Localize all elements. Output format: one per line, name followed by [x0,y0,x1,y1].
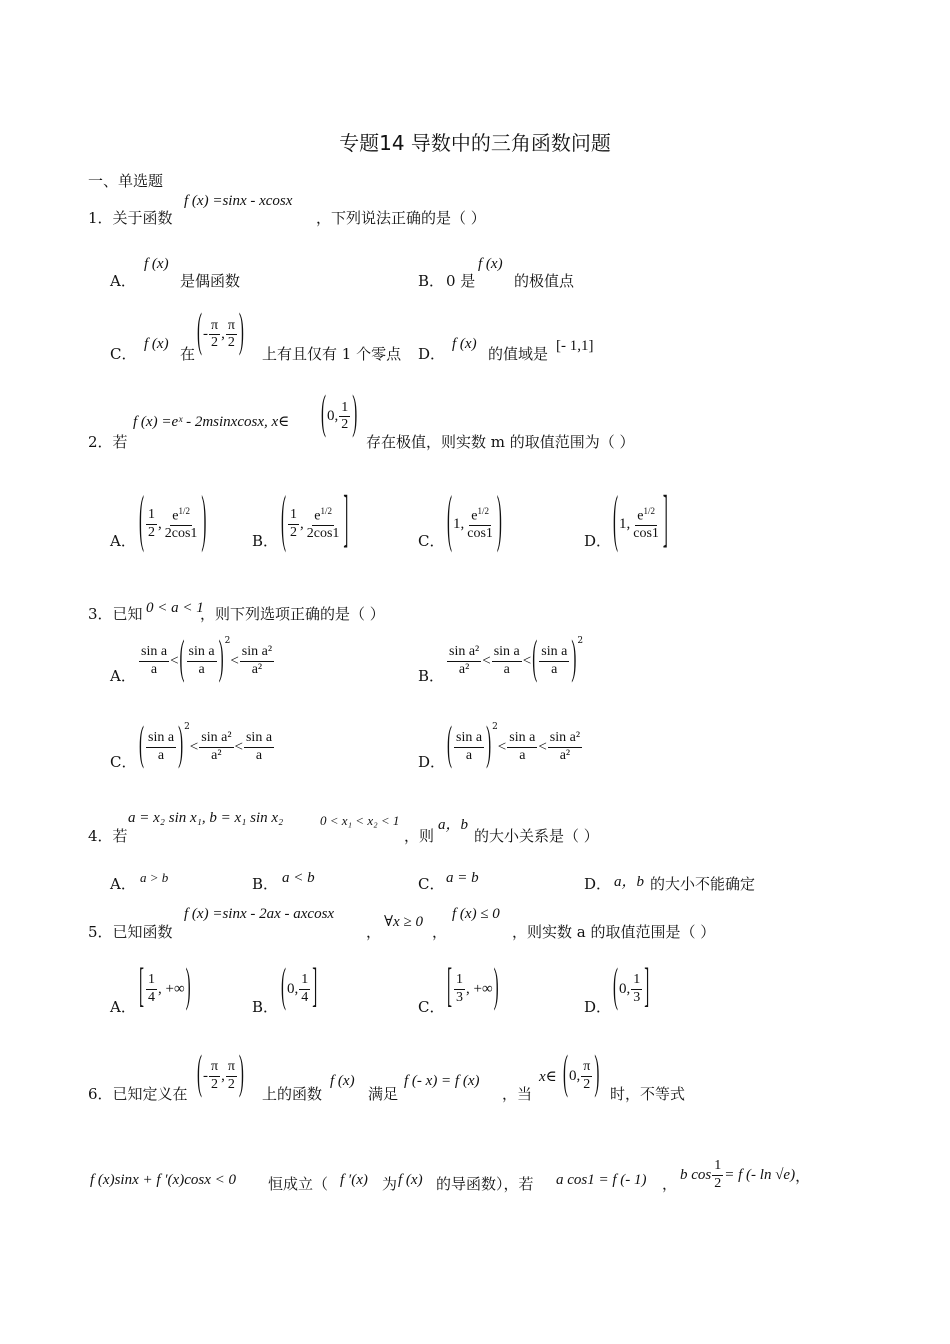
q3-option-a-expr [138,633,275,686]
q5-option-a-label: A． [110,998,136,1016]
q1-option-c-label: C． [110,345,137,363]
frac-den: 2cos1 [164,525,198,541]
q6-a-def: a cos1 = f (- 1) [556,1172,647,1188]
paren-close: ) [238,1048,244,1100]
frac-den: 2 [227,335,235,351]
frac-num: sin a [492,644,522,661]
frac-num: π [226,318,237,335]
page-title: 专题14 导数中的三角函数问题 [339,131,611,155]
frac-num [469,506,491,526]
q6-xin-lo: 0, [569,1067,581,1084]
q6-text-deriv: 的导函数），若 [436,1175,534,1193]
frac-num: sin a² [548,730,582,747]
q3-option-b-label: B． [418,667,445,685]
frac-num: 1 [146,972,157,989]
q1-expression: f (x) =sinx - xcosx [184,193,293,209]
q2-option-c-interval [446,488,503,560]
q4-option-a-expr: a > b [140,870,169,885]
q4-option-a-label: A． [110,875,136,893]
frac-sina-a [187,644,217,677]
paren-close: ) [496,488,502,556]
q2-c-hi [465,506,495,542]
exponent: 1/2 [477,506,489,517]
frac-den: 2 [148,524,155,540]
frac-den: a² [458,661,470,677]
q5-comma1: ， [366,923,382,941]
frac-den: cos1 [467,525,493,541]
q6-domain [196,1048,245,1100]
q6-inequality: f (x)sinx + f ′(x)cosx < 0 [90,1172,236,1188]
comma: , [221,1067,225,1084]
q5-b-hi [299,972,310,1005]
q3-option-d-label: D． [418,753,446,771]
paren-close: ] [644,961,650,1013]
q6-b-rhs: = f (- ln √e) [724,1166,796,1183]
section-heading: 一、单选题 [88,172,164,190]
frac-num: π [226,1059,237,1076]
paren-open: ( [321,389,326,441]
frac-sina-a [507,730,537,763]
q5-expression: f (x) =sinx - 2ax - axcosx [184,906,335,922]
q4-ab: a，b [438,817,469,833]
q1-number: 1．关于函数 [88,209,173,227]
base: e [314,508,321,524]
q5-b-lo: 0, [287,980,299,997]
q6-text-is: 为 [382,1175,398,1193]
q2-int-lo: 0, [327,408,339,425]
frac-den: a [157,747,165,763]
lt-sign: < [522,652,532,669]
frac-sina2-a2 [199,730,233,763]
paren-open: ( [179,633,185,685]
q5-number: 5．已知函数 [88,923,173,941]
square-exp: 2 [492,722,498,732]
frac-num: 1 [712,1158,723,1175]
q3-stem-tail: ，则下列选项正确的是（ ） [200,605,385,623]
q6-b-def [680,1150,810,1200]
q2-int-frac [339,400,350,433]
q5-d-hi [631,972,642,1005]
frac-num [170,506,192,526]
q1-c-frac1 [209,318,220,351]
q2-a-lo [146,507,157,540]
q1-option-b-expr: f (x) [478,256,503,272]
q4-option-c-expr: a = b [446,870,479,886]
q6-xin-frac [581,1059,592,1092]
paren-close: ) [238,307,244,359]
q1-option-c-mid: 在 [180,345,196,363]
lt-sign: < [538,738,547,755]
q6-bcos: b cos [680,1166,712,1183]
q5-a-hi: , +∞ [158,980,185,997]
q6-mid1: 上的函数 [262,1085,323,1103]
q4-option-d-expr: a，b [614,874,645,890]
frac-den: 3 [633,989,641,1005]
frac-sina-a [146,730,176,763]
frac-num: π [209,318,220,335]
paren-open: ( [197,307,202,359]
paren-close: ) [571,633,577,685]
paren-open: [ [139,961,144,1013]
q6-dom-frac2 [226,1059,237,1092]
q6-mid3: ，当 [502,1085,533,1103]
frac-sina2-a2 [240,644,274,677]
frac-den: a [198,661,205,677]
paren-close: ] [312,961,318,1013]
frac-num: π [209,1059,220,1076]
square-exp: 2 [184,722,190,732]
exponent: 1/2 [320,506,332,517]
frac-sina-a [244,730,274,763]
q4-option-b-expr: a < b [282,870,315,886]
paren-close: ) [185,961,191,1013]
frac-den: a² [559,747,571,763]
q5-option-b-label: B． [252,998,279,1016]
frac-den: 4 [148,989,155,1005]
frac-num: sin a [539,644,569,661]
frac-num: 1 [454,972,465,989]
lt-sign: < [170,652,179,669]
frac-den: 2 [290,524,297,540]
frac-den: a [465,747,473,763]
frac-num: sin a [507,730,537,747]
q4-option-c-label: C． [418,875,445,893]
frac-den: cos1 [633,525,659,541]
frac-den: 2cos1 [306,525,340,541]
q2-number: 2．若 [88,433,128,451]
q1-option-d-range: [- 1,1] [556,338,594,354]
q5-condition2: f (x) ≤ 0 [452,906,500,922]
q5-option-d-label: D． [584,998,612,1016]
paren-open: ( [139,488,144,556]
q5-condition1: ∀x ≥ 0 [384,914,423,930]
q1-option-b-pre: 0 是 [446,272,476,290]
q6-x-interval [562,1048,600,1100]
q6-xin: x∈ [539,1069,557,1085]
frac-num: 1 [631,972,642,989]
q3-condition: 0 < a < 1 [146,600,204,616]
q5-d-lo: 0, [619,980,631,997]
frac-num: 1 [146,507,157,524]
q6-half [712,1158,723,1191]
q3-number: 3．已知 [88,605,143,623]
q2-d-hi [631,506,661,542]
q6-number: 6．已知定义在 [88,1085,188,1103]
frac-den: 2 [211,335,219,351]
q6-dom-minus: - [203,1067,208,1084]
q6-dom-frac1 [209,1059,220,1092]
q3-option-b-expr [446,633,584,686]
frac-num: π [581,1059,592,1076]
frac-den: 2 [583,1076,591,1092]
q2-b-hi [305,506,342,542]
paren-open: ( [447,719,452,771]
q2-d-lo: 1, [619,515,631,532]
q3-option-a-label: A． [110,667,136,685]
q2-c-lo: 1, [453,515,465,532]
frac-den: a [255,747,263,763]
square-exp: 2 [577,636,584,646]
q6-fprime: f ′(x) [340,1172,368,1188]
q5-a-lo [146,972,157,1005]
q2-b-lo [288,507,299,540]
q4-option-d-text: 的大小不能确定 [650,875,756,893]
lt-sign: < [497,738,507,755]
frac-sina2-a2 [548,730,582,763]
frac-num: sin a² [199,730,233,747]
q5-option-a-interval [138,961,192,1013]
comma: , [300,515,304,532]
q5-c-hi: , +∞ [466,980,493,997]
frac-sina-a [492,644,522,677]
q1-c-minus: - [203,326,208,343]
frac-den: 2 [341,417,349,433]
q5-comma2: ， [432,923,448,941]
q2-option-d-interval [612,488,669,560]
base: e [172,508,179,524]
frac-den: 2 [227,1076,235,1092]
q4-option-d-label: D． [584,875,612,893]
q6-comma: ， [662,1175,678,1193]
q2-expression: f (x) =eˣ - 2msinxcosx, x∈ [133,414,290,430]
q2-option-b-label: B． [252,532,279,550]
q2-option-a-interval [138,488,207,560]
frac-den: a² [251,661,263,677]
q1-option-a-label: A． [110,272,136,290]
q1-option-b-text: 的极值点 [514,272,575,290]
frac-den: a [150,661,158,677]
frac-num: sin a² [240,644,274,661]
q1-c-frac2 [226,318,237,351]
paren-open: ( [281,961,286,1013]
paren-open: ( [447,488,452,556]
q2-option-b-interval [280,488,349,560]
frac-den: 2 [714,1175,722,1191]
q6-mid4: 时，不等式 [610,1085,686,1103]
frac-sina-a [539,644,569,677]
frac-num: 1 [339,400,350,417]
q1-option-c-text: 上有且仅有 1 个零点 [262,345,402,363]
q2-option-d-label: D． [584,532,612,550]
frac-num: sin a [146,730,176,747]
lt-sign: < [230,652,239,669]
frac-num [312,506,334,526]
q6-fx: f (x) [330,1073,355,1089]
q6-end-comma: ， [795,1168,811,1185]
paren-open: ( [563,1048,568,1100]
q6-mid2: 满足 [368,1085,399,1103]
frac-den: 3 [456,989,463,1005]
paren-close: ) [486,719,492,771]
paren-open: ( [197,1048,202,1100]
comma: , [158,515,162,532]
frac-num: sin a [139,644,169,661]
exponent: 1/2 [643,506,655,517]
q3-option-c-label: C． [110,753,137,771]
q5-c-lo [454,972,465,1005]
paren-close: ) [352,389,358,441]
frac-num: sin a [187,644,217,661]
paren-open: ( [532,633,538,685]
q4-expression: a = x₂ sin x₁, b = x₁ sin x₂ [128,810,284,826]
frac-den: 2 [211,1076,219,1092]
base: e [637,508,644,524]
q1-option-b-label: B． [418,272,445,290]
q4-condition: 0 < x₁ < x₂ < 1 [320,813,400,828]
frac-num: sin a [244,730,274,747]
paren-close: ) [178,719,184,771]
frac-sina-a [454,730,484,763]
q1-option-a-text: 是偶函数 [180,272,241,290]
paren-open: [ [447,961,452,1013]
lt-sign: < [482,652,491,669]
q6-fx2: f (x) [398,1172,423,1188]
paren-open: ( [613,961,618,1013]
q2-interval [320,389,358,441]
paren-open: ( [139,719,144,771]
exponent: 1/2 [178,506,190,517]
paren-open: ( [613,488,618,556]
q5-option-d-interval [612,961,650,1013]
q1-stem-tail: ，下列说法正确的是（ ） [316,209,486,227]
q1-option-c-expr: f (x) [144,336,169,352]
q2-option-a-label: A． [110,532,136,550]
paren-close: ] [662,488,668,556]
q1-option-a-expr: f (x) [144,256,169,272]
q3-option-d-expr [446,719,583,772]
q4-stem-tail: 的大小关系是（ ） [474,827,599,845]
frac-den: a [551,661,558,677]
paren-close: ) [218,633,224,685]
frac-sina-a [139,644,169,677]
q2-option-c-label: C． [418,532,445,550]
q2-stem-tail: 存在极值，则实数 m 的取值范围为（ ） [366,433,635,451]
q5-option-c-interval [446,961,500,1013]
q5-stem-tail: ，则实数 a 的取值范围是（ ） [512,923,716,941]
frac-num [635,506,657,526]
q1-option-d-label: D． [418,345,446,363]
paren-close: ) [201,488,207,556]
paren-open: ( [281,488,286,556]
q4-option-b-label: B． [252,875,279,893]
q5-option-b-interval [280,961,318,1013]
base: e [471,508,478,524]
frac-den: 4 [301,989,309,1005]
frac-num: 1 [288,507,299,524]
frac-num: 1 [299,972,310,989]
frac-den: a² [211,747,222,763]
frac-den: a [519,747,526,763]
lt-sign: < [189,738,199,755]
frac-num: sin a² [447,644,481,661]
frac-sina2-a2 [447,644,481,677]
q2-a-hi [163,506,200,542]
q6-text-hold: 恒成立（ [268,1175,329,1193]
q5-option-c-label: C． [418,998,445,1016]
q1-option-d-text: 的值域是 [488,345,549,363]
q4-number: 4．若 [88,827,128,845]
paren-close: ) [594,1048,600,1100]
paren-close: ) [493,961,499,1013]
q1-option-c-interval [196,307,245,359]
frac-den: a [503,661,510,677]
square-exp: 2 [224,636,231,646]
frac-num: sin a [454,730,484,747]
comma: , [221,326,225,343]
paren-close: ] [343,488,349,556]
lt-sign: < [234,738,243,755]
q3-option-c-expr [138,719,275,772]
q6-symmetry: f (- x) = f (x) [404,1073,480,1089]
q4-mid: ，则 [404,827,435,845]
q1-option-d-expr: f (x) [452,336,477,352]
